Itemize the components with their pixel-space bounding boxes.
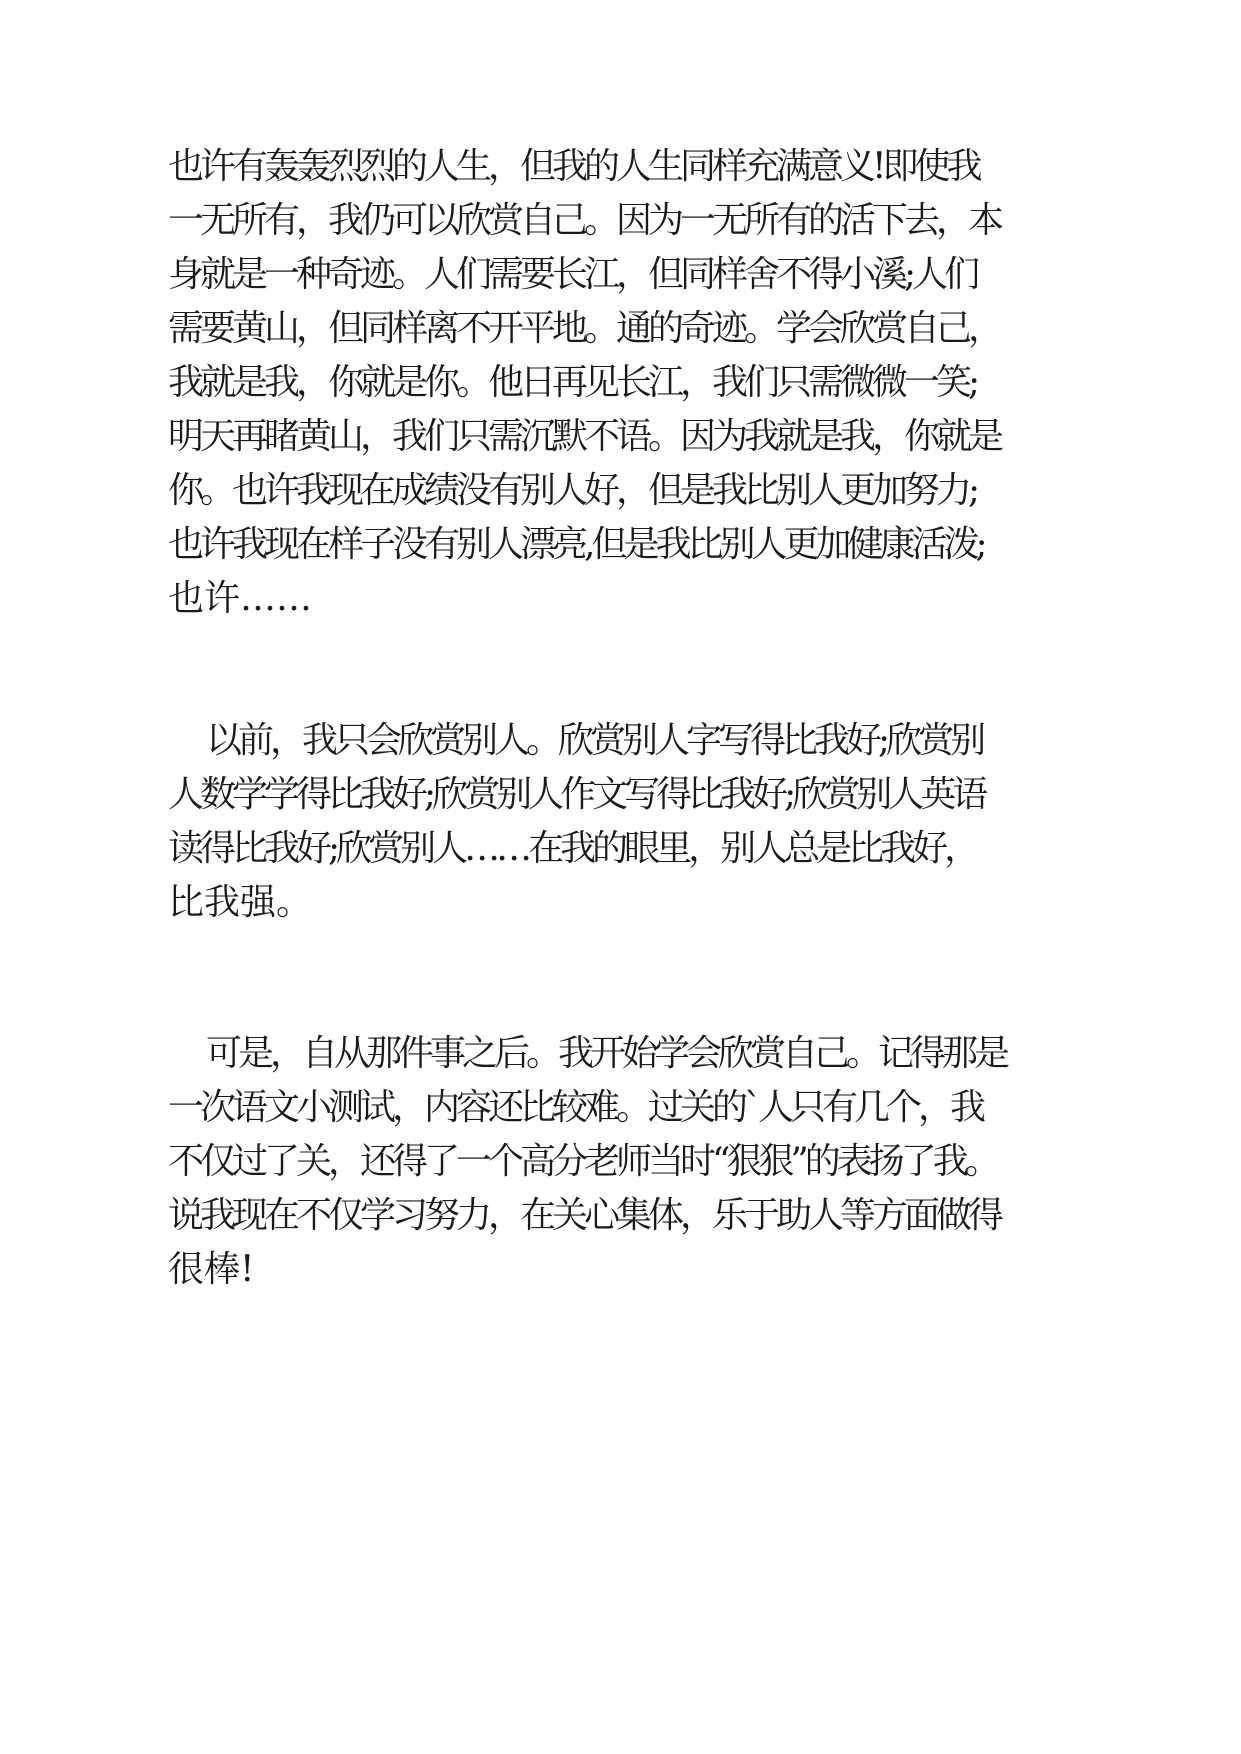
paragraph-line: 我就是我，你就是你。他日再见长江，我们只需微微一笑;: [168, 362, 977, 403]
paragraph-line: 身就是一种奇迹。人们需要长江，但同样舍不得小溪;人们: [168, 254, 977, 295]
paragraph-line: 也许我现在样子没有别人漂亮,但是我比别人更加健康活泼;: [168, 524, 984, 565]
paragraph-line: 一次语文小测试，内容还比较难。过关的`人只有几个，我: [168, 1087, 983, 1128]
paragraph-line: 以前，我只会欣赏别人。欣赏别人字写得比我好;欣赏别: [206, 720, 983, 761]
paragraph-line: 很棒!: [168, 1249, 255, 1290]
paragraph-line: 可是，自从那件事之后。我开始学会欣赏自己。记得那是: [206, 1033, 1007, 1074]
paragraph-line: 读得比我好;欣赏别人……在我的眼里，别人总是比我好，: [168, 828, 977, 869]
paragraph-line: 你。也许我现在成绩没有别人好，但是我比别人更加努力;: [168, 470, 977, 511]
paragraph-line: 一无所有，我仍可以欣赏自己。因为一无所有的活下去，本: [168, 200, 1001, 241]
paragraph-line: 也许……: [168, 578, 313, 619]
paragraph-line: 也许有轰轰烈烈的人生，但我的人生同样充满意义!即使我: [168, 146, 979, 187]
paragraph-line: 明天再睹黄山，我们只需沉默不语。因为我就是我，你就是: [168, 416, 1001, 457]
paragraph-line: 比我强。: [168, 882, 313, 923]
paragraph-line: 不仅过了关，还得了一个高分老师当时“狠狠”的表扬了我。: [168, 1141, 997, 1182]
paragraph-line: 说我现在不仅学习努力，在关心集体，乐于助人等方面做得: [168, 1195, 1001, 1236]
paragraph-line: 需要黄山，但同样离不开平地。通的奇迹。学会欣赏自己，: [168, 308, 1001, 349]
paragraph-line: 人数学学得比我好;欣赏别人作文写得比我好;欣赏别人英语: [168, 774, 985, 815]
